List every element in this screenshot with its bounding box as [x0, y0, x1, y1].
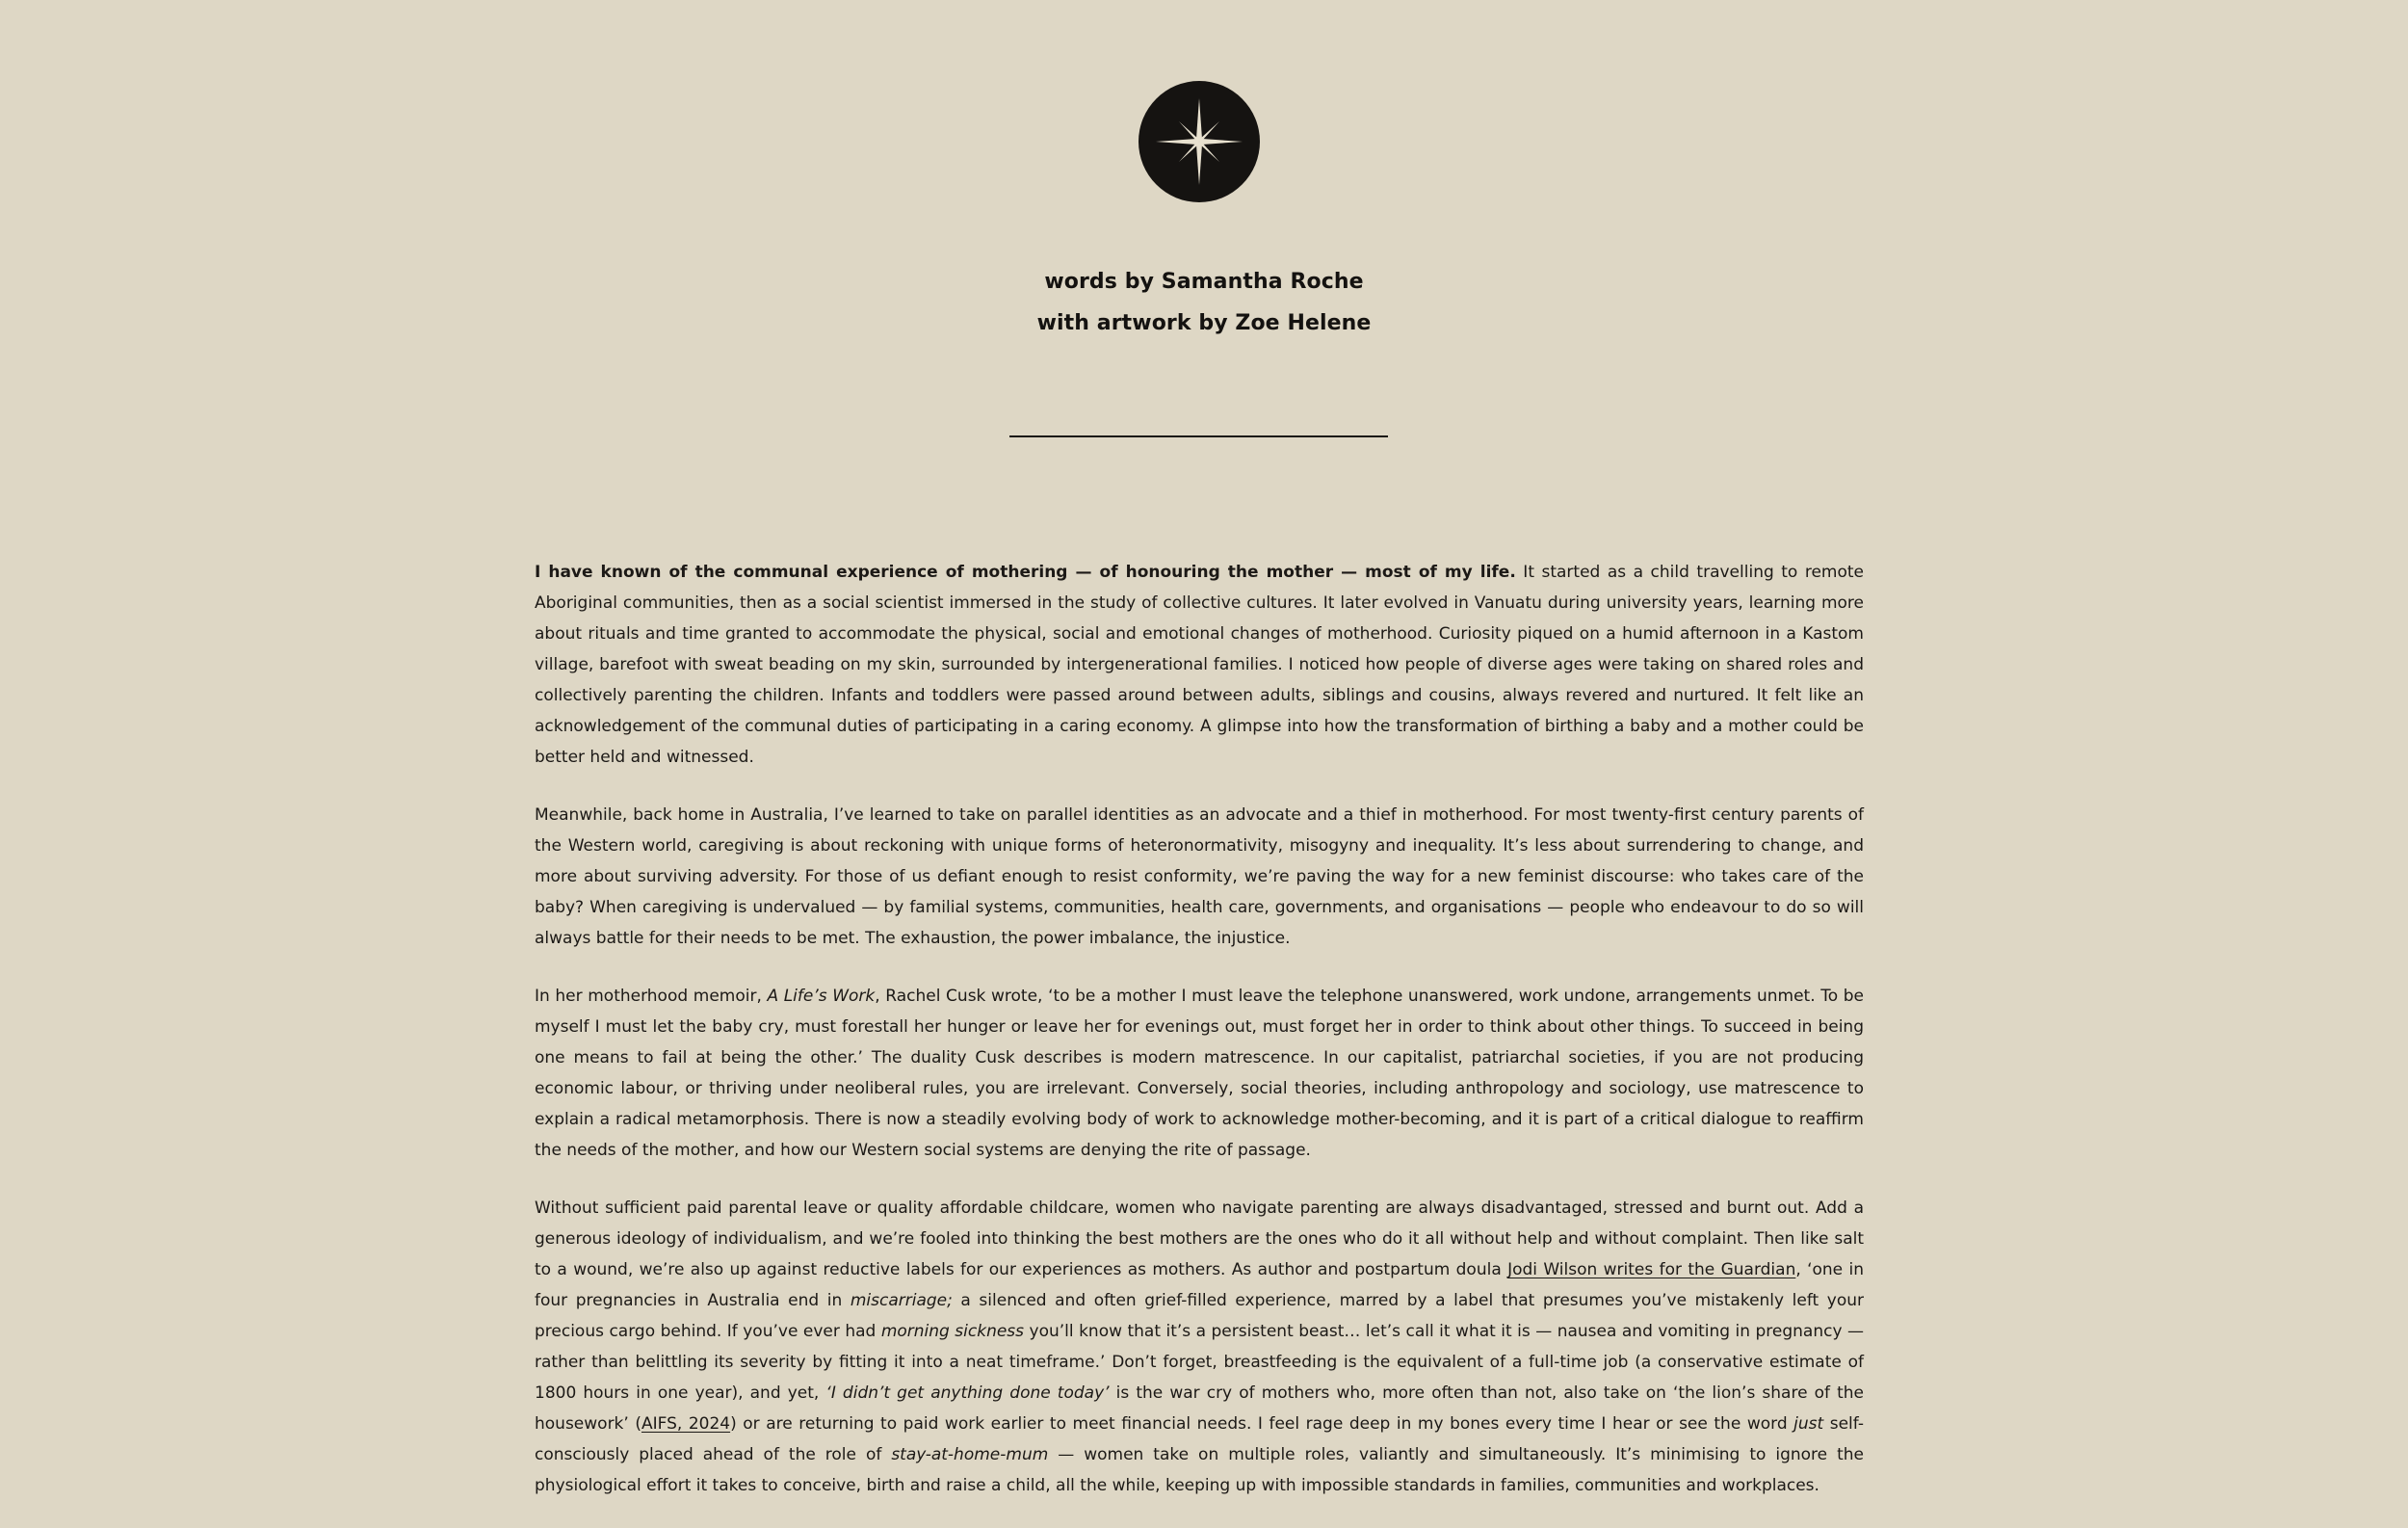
paragraph-2	[535, 800, 1864, 954]
paragraph-text: , ‘one in four pregnancies in Australia end in	[535, 1260, 1864, 1310]
aifs-link[interactable]: AIFS, 2024	[641, 1414, 731, 1434]
paragraph-text: , Rachel Cusk wrote, ‘to be a mother I must leave the telephone unanswered, work undone, arrangements unmet. To be myself I must let the baby cry, must forestall her hunger or leave her for evenings out, must forget her in order to think about other things. To succeed in being one means to fail at being the other.’ The duality Cusk describes is modern matrescence. In our capitalist, patriarchal societies, if you are not producing economic labour, or thriving under neoliberal rules, you are irrelevant. Conversely, social theories, including anthropology and sociology, use matrescence to explain a radical metamorphosis. There is now a steadily evolving body of work to acknowledge mother-becoming, and it is part of a critical dialogue to reaffirm the needs of the mother, and how our Western social systems are denying the rite of passage.	[535, 987, 1864, 1160]
emphasis-text: ‘I didn’t get anything done today’	[825, 1383, 1110, 1403]
lead-sentence: I have known of the communal experience of mothering — of honouring the mother — most of my life.	[535, 563, 1516, 582]
paragraph-text: self-consciously placed ahead of the role of	[535, 1414, 1864, 1464]
paragraph-text: Meanwhile, back home in Australia, I’ve learned to take on parallel identities as an advocate and a thief in motherhood. For most twenty-first century parents of the Western world, caregiving is about reckoning with unique forms of heteronormativity, misogyny and inequality. It’s less about surrendering to change, and more about surviving adversity. For those of us defiant enough to resist conformity, we’re paving the way for a new feminist discourse: who takes care of the baby? When caregiving is undervalued — by familial systems, communities, health care, governments, and organisations — people who endeavour to do so will always battle for their needs to be met. The exhaustion, the power imbalance, the injustice.	[535, 805, 1864, 948]
paragraph-text: ) or are returning to paid work earlier to meet financial needs. I feel rage deep in my bones every time I hear or see the word	[730, 1414, 1794, 1434]
book-title: A Life’s Work	[767, 987, 876, 1006]
north-star-icon	[1139, 81, 1260, 202]
author-byline: words by Samantha Roche	[1044, 270, 1364, 294]
emphasis-text: just	[1793, 1414, 1824, 1434]
artist-byline: with artwork by Zoe Helene	[1036, 311, 1372, 335]
paragraph-1	[535, 557, 1864, 773]
paragraph-text: a silenced and often grief-filled experience, marred by a label that presumes you’ve mistakenly left your precious cargo behind. If you’ve ever had	[535, 1291, 1864, 1341]
paragraph-text: It started as a child travelling to remote Aboriginal communities, then as a social scientist immersed in the study of collective cultures. It later evolved in Vanuatu during university years, learning more about rituals and time granted to accommodate the physical, social and emotional changes of motherhood. Curiosity piqued on a humid afternoon in a Kastom village, barefoot with sweat beading on my skin, surrounded by intergenerational families. I noticed how people of diverse ages were taking on shared roles and collectively parenting the children. Infants and toddlers were passed around between adults, siblings and cousins, always revered and nurtured. It felt like an acknowledgement of the communal duties of participating in a caring economy. A glimpse into how the transformation of birthing a baby and a mother could be better held and witnessed.	[535, 563, 1865, 767]
paragraph-3	[535, 981, 1864, 1166]
paragraph-text: is the war cry of mothers who, more often than not, also take on ‘the lion’s share of the housework’ (	[535, 1383, 1865, 1434]
paragraph-text: you’ll know that it’s a persistent beast… let’s call it what it is — nausea and vomiting in pregnancy — rather than belittling its severity by fitting it into a neat timeframe.’ Don’t forget, breastfeeding is the equivalent of a full-time job (a conservative estimate of 1800 hours in one year), and yet,	[535, 1322, 1865, 1403]
paragraph-text: Without sufficient paid parental leave or quality affordable childcare, women who navigate parenting are always disadvantaged, stressed and burnt out. Add a generous ideology of individualism, and we’re fooled into thinking the best mothers are the ones who do it all without help and without complaint. Then like salt to a wound, we’re also up against reductive labels for our experiences as mothers. As author and postpartum doula	[535, 1199, 1864, 1279]
article-body	[535, 557, 1864, 1528]
paragraph-text: — women take on multiple roles, valiantly and simultaneously. It’s minimising to ignore the physiological effort it takes to conceive, birth and raise a child, all the while, keeping up with impossible standards in families, communities and workplaces.	[535, 1445, 1864, 1495]
guardian-link[interactable]: Jodi Wilson writes for the Guardian	[1507, 1260, 1796, 1279]
paragraph-text: In her motherhood memoir,	[535, 987, 768, 1006]
emphasis-text: stay-at-home-mum	[891, 1445, 1049, 1464]
emphasis-text: miscarriage;	[850, 1291, 953, 1310]
emphasis-text: morning sickness	[880, 1322, 1025, 1341]
section-divider	[1009, 435, 1388, 437]
paragraph-4	[535, 1193, 1864, 1501]
